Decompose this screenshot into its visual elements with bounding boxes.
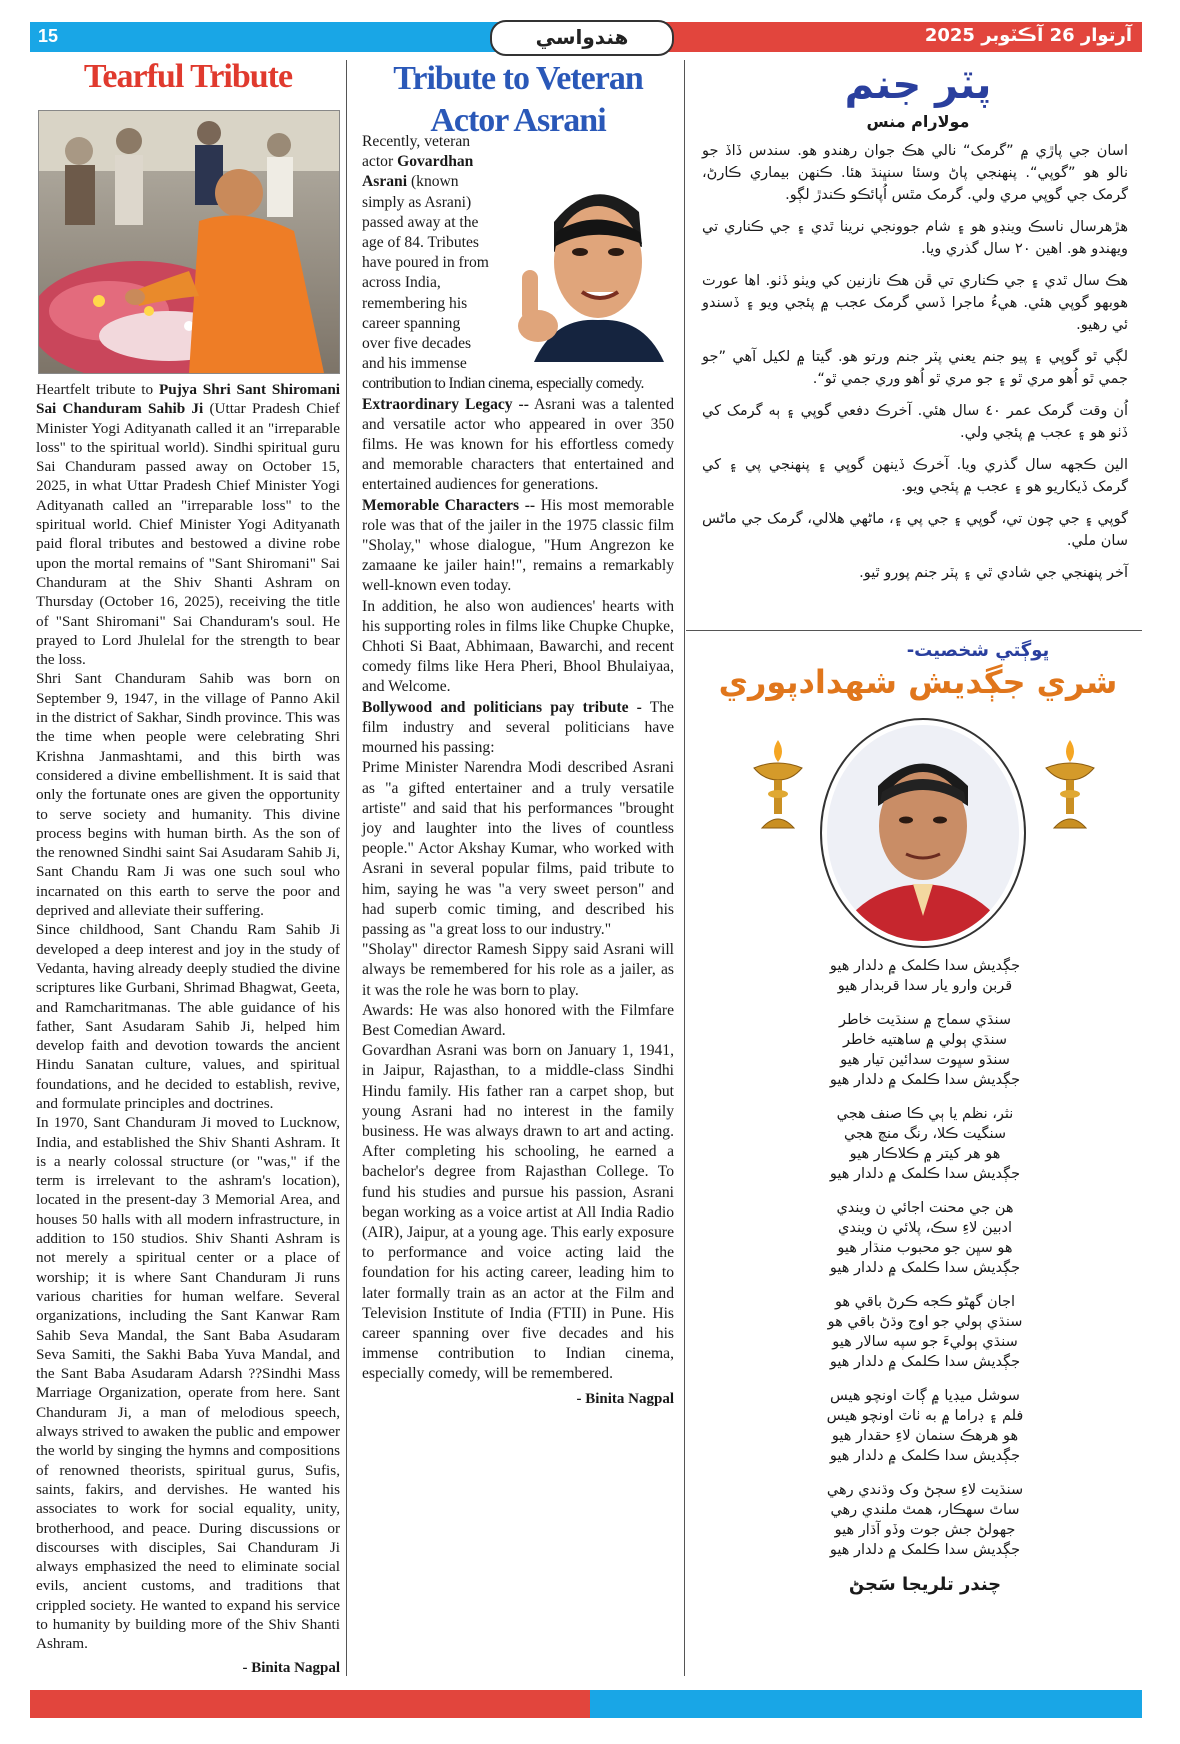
footer-right-band [590, 1690, 1142, 1718]
middle-article [362, 60, 674, 1676]
intro-text: Recently, veteran [362, 133, 471, 150]
paragraph: contribution to Indian cinema, especially comedy. [362, 375, 644, 393]
paragraph: In addition, he also won audiences' hearts with his supporting roles in films like Chupke Chupke, Chhoti Si Baat, Abhimaan, Bawarchi, and recent comedy films like Hera Pheri, Bhool Bhulaiyaa, and Welcome. [362, 597, 674, 696]
paragraph: Govardhan Asrani was born on January 1, 1941, in Jaipur, Rajasthan, to a middle-class Sindhi Hindu family. His father ran a carpet shop, but young Asrani had no interest in the family business. He was always drawn to art and acting. After completing his schooling, he earned a bachelor's degree from Rajasthan College. To fund his studies and pursue his passion, Asrani began working as a voice artist at All India Radio (AIR), Jaipur, at a young age. This early exposure to performance and voice acting laid the foundation for his acting career, leading him to later formally train as an actor at the Film and Television Institute of India (FTII) in Pune. His career spanning over five decades and his immense contribution to Indian cinema, especially comedy, will be remembered. [362, 1042, 674, 1383]
poem-line: سنڌو سڀوت سدائين تيار هيو [840, 1052, 1010, 1068]
section-text: The film industry and several politicians have mourned his passing: [362, 698, 674, 757]
oil-lamp-icon [1040, 738, 1100, 834]
intro-text: have poured in from [362, 254, 489, 272]
intro-text: simply as Asrani) [362, 193, 472, 211]
poem-stanza [760, 1104, 1090, 1184]
paragraph: لڳي ٿو گوپي ۽ پيو جنم يعني پٽر جنم ورتو هو. گيتا ۾ لکيل آهي ”جو جمي ٿو اُهو مري ٿو ۽ جو مري ٿو اُهو وري جمي ٿو“. [702, 349, 1128, 387]
intro-text: passed away at the [362, 213, 479, 231]
poem-stanza [760, 956, 1090, 996]
paragraph: آخر پنهنجي جي شادي ٿي ۽ پٽر جنم پورو ٿيو. [859, 565, 1128, 581]
poem-line: سوشل ميڊيا ۾ ڳاٽ اونچو هيس [830, 1388, 1020, 1404]
header-left-band [30, 22, 510, 52]
intro-text: career spanning [362, 314, 461, 332]
poem-line: سنڌي ٻولي ۾ ساهتيه خاطر [842, 1032, 1008, 1048]
poem-line: جڳديش سدا ڪلمک ۾ دلدار هيو [829, 1542, 1021, 1558]
paragraph-bold: Pujya Shri Sant Shiromani Sai Chanduram Sahib Ji [36, 381, 340, 418]
column-divider [346, 60, 347, 1676]
paragraph: In 1970, Sant Chanduram Ji moved to Lucknow, India, and established the Shiv Shanti Ashram. It is a nearly colossal structure (or "was," if the term is irrelevant to the ashram's location), located in the present-day 3 Memorial Area, and houses 50 halls with all modern infrastructure, in addition to 150 studios. Shiv Shanti Ashram is not merely a spiritual center or a place of worship; it is where Sant Chanduram Ji runs various charities for human welfare. Several organizations, including the Sant Kanwar Ram Sahib Seva Mandal, the Sant Baba Asudaram Seva Samiti, the Sakhi Baba Yuva Mandal, and the Sant Baba Asudaram Adarsh ??Sindhi Mass Marriage Organization, operate from here. Sant Chanduram Ji, a man of melodious speech, always strived to awaken the public and empower the world by singing the hymns and compositions of renowned theorists, spiritual gurus, Sufis, saints, fakirs, and dervishes. He wanted his associates to work for social equality, unity, brotherhood, and peace. During discussions or discourses with disciples, Sai Chanduram Ji always emphasized the need to eliminate social evils, ancient customs, and traditions that crippled society. He wanted to expand his service to humanity by building more of the Shiv Shanti Ashram. [36, 1114, 340, 1653]
article-title: Tribute to Veteran Actor Asrani [393, 60, 643, 139]
tribute-photo [38, 110, 340, 374]
paragraph-lead: Heartfelt tribute to [36, 381, 159, 398]
section-heading: Extraordinary Legacy -- [362, 395, 529, 413]
story-title: پٽر جنم [844, 62, 992, 108]
poem-line: اجان گهڻو ڪجه ڪرڻ باقي هو [834, 1294, 1016, 1310]
poem-line: هو سڀن جو محبوب منڌار هيو [837, 1240, 1013, 1256]
intro-text: across India, [362, 274, 441, 292]
intro-block [362, 132, 512, 374]
poem-stanza [760, 1292, 1090, 1372]
poem-line: هو هر کيتر ۾ ڪلاڪار هيو [849, 1146, 1001, 1162]
poem-stanza [760, 1480, 1090, 1560]
paragraph: Since childhood, Sant Chandu Ram Sahib Ji developed a deep interest and joy in the study of Vedanta, having already deeply studied the divine scriptures like Gurbani, Shrimad Bhagwat, Geeta, and Ramcharitmanas. The able guidance of his father, Sant Asudaram Sahib Ji, helped him develop faith and devotion towards the ancient Hindu Sanatan culture, values, and spiritual foundations, and he decided to establish, revive, and formulate principles and doctrines. [36, 921, 340, 1112]
oil-lamp-icon [748, 738, 808, 834]
poem-line: فلم ۽ ڊراما ۾ به ٺاٽ اونچو هيس [826, 1408, 1024, 1424]
jagdish-portrait [818, 716, 1028, 950]
poem-line: جڳديش سدا ڪلمک ۾ دلدار هيو [829, 1448, 1021, 1464]
paragraph: Awards: He was also honored with the Filmfare Best Comedian Award. [362, 1001, 674, 1039]
poem-line: جڳديش سدا ڪلمک ۾ دلدار هيو [829, 1354, 1021, 1370]
oil-lamp-right [1040, 738, 1100, 834]
intro-bold: Govardhan [397, 153, 474, 171]
poem-line: جڳديش سدا ڪلمک ۾ دلدار هيو [829, 1166, 1021, 1182]
page-number: 15 [38, 26, 59, 46]
article-body [36, 380, 340, 1677]
poem-line: سنڌي ٻوليءَ جو سپه سالار هيو [832, 1334, 1018, 1350]
masthead-logo: هندواسي [490, 20, 674, 56]
intro-text: age of 84. Tributes [362, 234, 479, 252]
footer-left-band [30, 1690, 590, 1718]
section-title: شري جڳديش شهدادپوري [718, 663, 1118, 701]
paragraph: اُن وقت گرمک عمر ٤٠ سال هئي. آخرڪ دفعي گوپي ۽ ٻه گرمک کي ڏٺو هو ۽ عجب ۾ پئجي ولي. [702, 403, 1129, 441]
byline: - Binita Nagpal [242, 1659, 340, 1676]
intro-text: over five decades [362, 335, 472, 353]
poem-line: قربن وارو يار سدا قربدار هيو [837, 978, 1013, 994]
paragraph: Prime Minister Narendra Modi described Asrani as "a gifted entertainer and a truly versatile artiste" and said that his performances "brought joy and laughter into the lives of countless people." Actor Akshay Kumar, who worked with Asrani in several popular films, paid tribute to him, saying he was "a very sweet person" and had superb comic timing, and described his passing as "a great loss to our industry." [362, 759, 674, 938]
article-title: Tearful Tribute [83, 58, 293, 95]
intro-bold: Asrani [362, 173, 408, 191]
footer-bar [30, 1690, 1142, 1718]
paragraph [362, 698, 674, 759]
poem-line: جڳديش سدا ڪلمک ۾ دلدار هيو [829, 958, 1021, 974]
poem [760, 956, 1090, 1595]
article-body [362, 132, 674, 1408]
paragraph: اسان جي پاڙي ۾ ”گرمک“ نالي هڪ جوان رهندو هو. سندس ڏاڏ جو نالو هو ”گوپي“. پنهنجي پاڻ وسئا سنڀنڌ هئا. ڪنهن بيماري ڪارڻ، گرمک جي گوپي مري ولي. گرمک مٿس اُپائڪو ڪندڙ لڳو. [702, 143, 1128, 203]
poem-line: سنڌي سماج ۾ سنڌيت خاطر [838, 1012, 1012, 1028]
paragraph [362, 395, 674, 496]
jagdish-portrait-icon [818, 716, 1028, 950]
section-text: His most memorable role was that of the jailer in the 1975 classic film "Sholay," whose dialogue, "Hum Angrezon ke zamaane ke jailer hain!", remains a remarkably well-known even today. [362, 496, 674, 595]
story-body [702, 140, 1128, 594]
tribute-photo-icon [39, 111, 339, 373]
poem-line: جڳديش سدا ڪلمک ۾ دلدار هيو [829, 1260, 1021, 1276]
poem-line: ادبين لاءِ سڪ، پلائي ن ويندي [837, 1220, 1012, 1236]
intro-text: and his immense [362, 355, 467, 373]
oil-lamp-left [748, 738, 808, 834]
section-text: Asrani was a talented and versatile actor who appeared in over 350 films. He was known for his effortless comedy and memorable characters that entertained and entertained audiences for generations. [362, 395, 674, 494]
poem-line: جڳديش سدا ڪلمک ۾ دلدار هيو [829, 1072, 1021, 1088]
intro-text: remembering his [362, 294, 468, 312]
paragraph [36, 380, 340, 669]
paragraph: هڪ سال ٿدي ۽ جي ڪناري تي ڦن هڪ نازنين کي ويٺو ڏٺو. اها عورت هوبهو گوپي هئي. هيءُ ماجرا ڏسي گرمک عجب ۾ پئجي ويو ۽ ڏسندو ئي رهيو. [702, 273, 1128, 333]
section-subtitle: ڀوڳتي شخصيت- [906, 640, 1050, 661]
section-heading: Memorable Characters -- [362, 496, 536, 514]
poet-name: چندر تلريجا سَجڻ [848, 1574, 1002, 1595]
tribute-section [694, 640, 1142, 701]
paragraph: گوپي ۽ جي چون تي، گوپي ۽ جي پي ۽، ماڻهي هلالي، گرمک جي ماڻس سان ملي. [702, 511, 1128, 549]
left-article [36, 60, 340, 1676]
section-heading: Bollywood and politicians pay tribute - [362, 698, 642, 716]
paragraph [362, 496, 674, 597]
poem-line: سنڌيت لاءِ سڄڻ وک وڌندي رهي [826, 1482, 1024, 1498]
byline: - Binita Nagpal [576, 1390, 674, 1407]
paragraph: "Sholay" director Ramesh Sippy said Asrani will always be remembered for his role as a jailer, as it was the role he was born to play. [362, 941, 674, 999]
header-bar [30, 22, 1142, 52]
poem-line: جهولڻ جش جوت وڏو آڌار هيو [834, 1522, 1016, 1538]
paragraph: الين ڪجهه سال گذري ويا. آخرڪ ڏينهن گوپي ۽ پنهنجي پي ۽ کي گرمک ڏيکاريو هو ۽ عجب ۾ پئجي ويو. [702, 457, 1128, 495]
poem-line: ساٿ سهڪار، همٿ ملندي رهي [830, 1502, 1020, 1518]
poem-line: سنگيت ڪلا، رنگ منچ هجي [843, 1126, 1007, 1142]
poem-stanza [760, 1386, 1090, 1466]
poem-line: نثر، نظم يا ٻي ڪا صنف هجي [836, 1106, 1014, 1122]
paragraph-text: (Uttar Pradesh Chief Minister Yogi Adityanath called it an "irreparable loss" to the spiritual world). Sindhi spiritual guru Sai Chanduram passed away on October 15, 2025, in what Uttar Pradesh Chief Minister Yogi Adityanath called an "irreparable loss" to the spiritual world. Chief Minister Yogi Adityanath paid floral tributes and bestowed a divine robe upon the mortal remains of "Sant Shiromani" Sai Chanduram at the Shiv Shanti Ashram on Thursday (October 16, 2025), receiving the title of "Sant Shiromani" Sai Chanduram's soul. He prayed to Lord Jhulelal for the strength to bear the loss. [36, 400, 340, 669]
paragraph: هڙهرسال ناسڪ وينڊو هو ۽ شام جوونجي نرينا ٿدي ۽ جي ڪناري تي ويهندو هو. اهين ٢٠ سال گذري ويا. [702, 219, 1128, 257]
poem-stanza [760, 1010, 1090, 1090]
intro-text: actor [362, 153, 398, 171]
poem-line: هو هرهڪ سنمان لاءِ حقدار هيو [831, 1428, 1019, 1444]
intro-text: (known [407, 173, 459, 191]
issue-date: آرتوار 26 آڪٽوبر 2025 [924, 25, 1132, 46]
story-author: مولارام منس [866, 112, 970, 131]
column-divider [684, 60, 685, 1676]
section-divider [686, 630, 1142, 631]
paragraph: Shri Sant Chanduram Sahib was born on September 9, 1947, in the village of Panno Akil in the district of Sakhar, Sindh province. This was the time when people were celebrating Shri Krishna Janmashtami, and this birth was considered a divine embellishment. It is said that only the fortunate ones are given the opportunity to serve society and humanity. This divine process begins with human birth. As the son of the renowned Sindhi saint Sai Asudaram Sahib Ji, Sant Chandu Ram Ji was one such soul who incarnated on this earth to serve the poor and deprived and alleviate their suffering. [36, 670, 340, 920]
poem-line: سنڌي ٻولي جو اوج وڌڻ باقي هو [827, 1314, 1023, 1330]
poem-line: هن جي محنت اجائي ن ويندي [836, 1200, 1014, 1216]
poem-stanza [760, 1198, 1090, 1278]
